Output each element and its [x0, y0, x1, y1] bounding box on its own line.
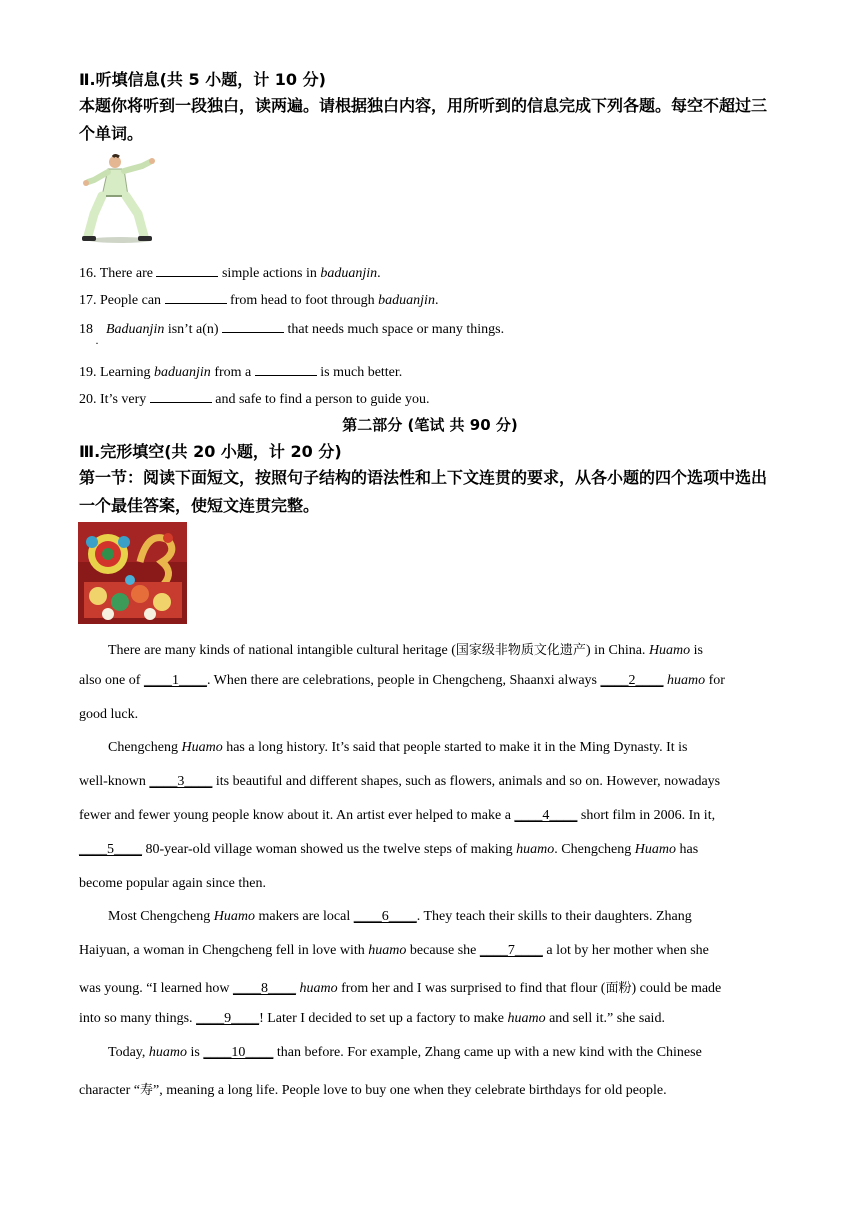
answer-blank[interactable] — [222, 320, 284, 333]
cloze-blank-6[interactable]: ____6____ — [353, 909, 417, 924]
text: makers are local — [258, 909, 351, 924]
question-16 — [79, 264, 381, 282]
term: huamo — [666, 673, 706, 688]
cloze-blank-5[interactable]: ____5____ — [79, 842, 142, 857]
text: for — [708, 673, 725, 688]
text: its beautiful and different shapes, such as flowers, animals and so on. However, nowadays — [215, 774, 721, 789]
term: Huamo — [181, 740, 223, 755]
question-text: and safe to find a person to guide you. — [215, 392, 430, 407]
passage-line-3 — [79, 707, 779, 723]
question-text: from a — [214, 365, 252, 380]
baduanjin-figure-image — [80, 152, 162, 246]
text: than before. For example, Zhang came up with a new kind with the Chinese — [276, 1045, 702, 1060]
term: Baduanjin — [106, 322, 165, 337]
passage-line-4 — [108, 740, 808, 756]
question-text: that needs much space or many things. — [287, 322, 505, 337]
term: baduanjin — [320, 266, 378, 281]
answer-blank[interactable] — [165, 291, 227, 304]
term: Huamo — [648, 643, 691, 658]
term: huamo — [516, 842, 555, 857]
chinese-gloss: 寿 — [140, 1083, 154, 1098]
huamo-image — [78, 522, 187, 624]
cloze-blank-1[interactable]: ____1____ — [143, 673, 207, 688]
question-text: People can — [100, 293, 162, 308]
cloze-blank-8[interactable]: ____8____ — [232, 981, 296, 996]
term: huamo — [507, 1011, 546, 1026]
passage-line-12 — [79, 1011, 779, 1027]
text: good luck. — [79, 707, 139, 722]
text: short film in 2006. In it, — [580, 808, 716, 823]
term: huamo — [299, 981, 338, 996]
question-text: isn’t a(n) — [167, 322, 219, 337]
text: become popular again since then. — [79, 876, 266, 891]
text: Haiyuan, a woman in Chengcheng fell in love with — [79, 943, 365, 958]
passage-line-14 — [79, 1079, 779, 1099]
passage-line-8 — [79, 876, 779, 892]
text: well-known — [79, 774, 146, 789]
text: ! Later I decided to set up a factory to make — [259, 1011, 504, 1026]
chinese-gloss: 面粉 — [605, 981, 632, 996]
text: Today, — [108, 1045, 146, 1060]
decorative-dot: · — [95, 336, 99, 350]
term: huamo — [368, 943, 407, 958]
chinese-gloss: 国家级非物质文化遗产 — [455, 643, 586, 658]
passage-line-9 — [108, 909, 808, 925]
text: ) could be made — [631, 981, 722, 996]
text: is — [693, 643, 704, 658]
text: because she — [409, 943, 477, 958]
answer-blank[interactable] — [150, 390, 212, 403]
passage-line-11 — [79, 977, 779, 997]
question-17 — [79, 291, 438, 309]
question-text: There are — [99, 266, 153, 281]
part-2-title: 第二部分 (笔试 共 90 分) — [342, 416, 518, 434]
question-text: is much better. — [320, 365, 403, 380]
term: Huamo — [213, 909, 255, 924]
section-3-heading: Ⅲ.完形填空(共 20 小题，计 20 分) — [79, 442, 342, 461]
term: huamo — [148, 1045, 188, 1060]
section-2-heading: Ⅱ.听填信息(共 5 小题，计 10 分) — [79, 70, 326, 89]
text: fewer and fewer young people know about it. An artist ever helped to make a — [79, 808, 511, 823]
section-3-instruction: 第一节：阅读下面短文，按照句子结构的语法性和上下文连贯的要求，从各小题的四个选项中选出一个最佳答案，使短文连贯完整。 — [79, 468, 768, 515]
text: was young. “I learned how — [79, 981, 230, 996]
question-19 — [79, 363, 402, 381]
text: . Chengcheng — [554, 842, 632, 857]
question-number: 20. — [79, 392, 97, 407]
question-number: 18 — [79, 322, 93, 337]
passage-line-7 — [79, 842, 779, 858]
text: from her and I was surprised to find that flour ( — [341, 981, 606, 996]
text: . When there are celebrations, people in Chengcheng, Shaanxi always — [206, 673, 597, 688]
question-number: 19. — [79, 365, 97, 380]
passage-line-5 — [79, 774, 779, 790]
question-text: Learning — [100, 365, 151, 380]
answer-blank[interactable] — [156, 264, 218, 277]
question-text: simple actions in — [221, 266, 317, 281]
cloze-blank-2[interactable]: ____2____ — [600, 673, 664, 688]
text: also one of — [79, 673, 141, 688]
passage-line-13 — [108, 1045, 808, 1061]
punctuation: . — [434, 293, 439, 308]
question-text: from head to foot through — [230, 293, 375, 308]
cloze-blank-10[interactable]: ____10____ — [203, 1045, 274, 1060]
answer-blank[interactable] — [255, 363, 317, 376]
text: a lot by her mother when she — [546, 943, 709, 958]
section-2-instruction: 本题你将听到一段独白，读两遍。请根据独白内容，用所听到的信息完成下列各题。每空不超过三个单词。 — [79, 96, 768, 143]
passage-line-2 — [79, 673, 779, 689]
text: 80-year-old village woman showed us the twelve steps of making — [145, 842, 513, 857]
question-18 — [79, 320, 504, 338]
term: baduanjin — [154, 365, 211, 380]
text: Most Chengcheng — [108, 909, 211, 924]
text: has a long history. It’s said that people started to make it in the Ming Dynasty. It is — [226, 740, 688, 755]
text: Chengcheng — [108, 740, 178, 755]
punctuation: . — [377, 266, 381, 281]
text: has — [679, 842, 699, 857]
cloze-blank-4[interactable]: ____4____ — [514, 808, 578, 823]
cloze-blank-9[interactable]: ____9____ — [196, 1011, 260, 1026]
passage-line-10 — [79, 943, 779, 959]
question-number: 16. — [79, 266, 97, 281]
cloze-blank-7[interactable]: ____7____ — [479, 943, 543, 958]
question-number: 17. — [79, 293, 97, 308]
cloze-blank-3[interactable]: ____3____ — [149, 774, 213, 789]
passage-line-1 — [108, 639, 808, 659]
text: is — [190, 1045, 200, 1060]
question-text: It’s very — [100, 392, 147, 407]
term: baduanjin — [378, 293, 435, 308]
text: ) in China. — [585, 643, 646, 658]
text: into so many things. — [79, 1011, 193, 1026]
term: Huamo — [634, 842, 676, 857]
passage-line-6 — [79, 808, 779, 824]
text: and sell it.” she said. — [549, 1011, 665, 1026]
text: ”, meaning a long life. People love to buy one when they celebrate birthdays for old people. — [153, 1083, 667, 1098]
text: There are many kinds of national intangible cultural heritage ( — [108, 643, 456, 658]
text: . They teach their skills to their daughters. Zhang — [416, 909, 692, 924]
text: character “ — [79, 1083, 140, 1098]
question-20 — [79, 390, 430, 408]
